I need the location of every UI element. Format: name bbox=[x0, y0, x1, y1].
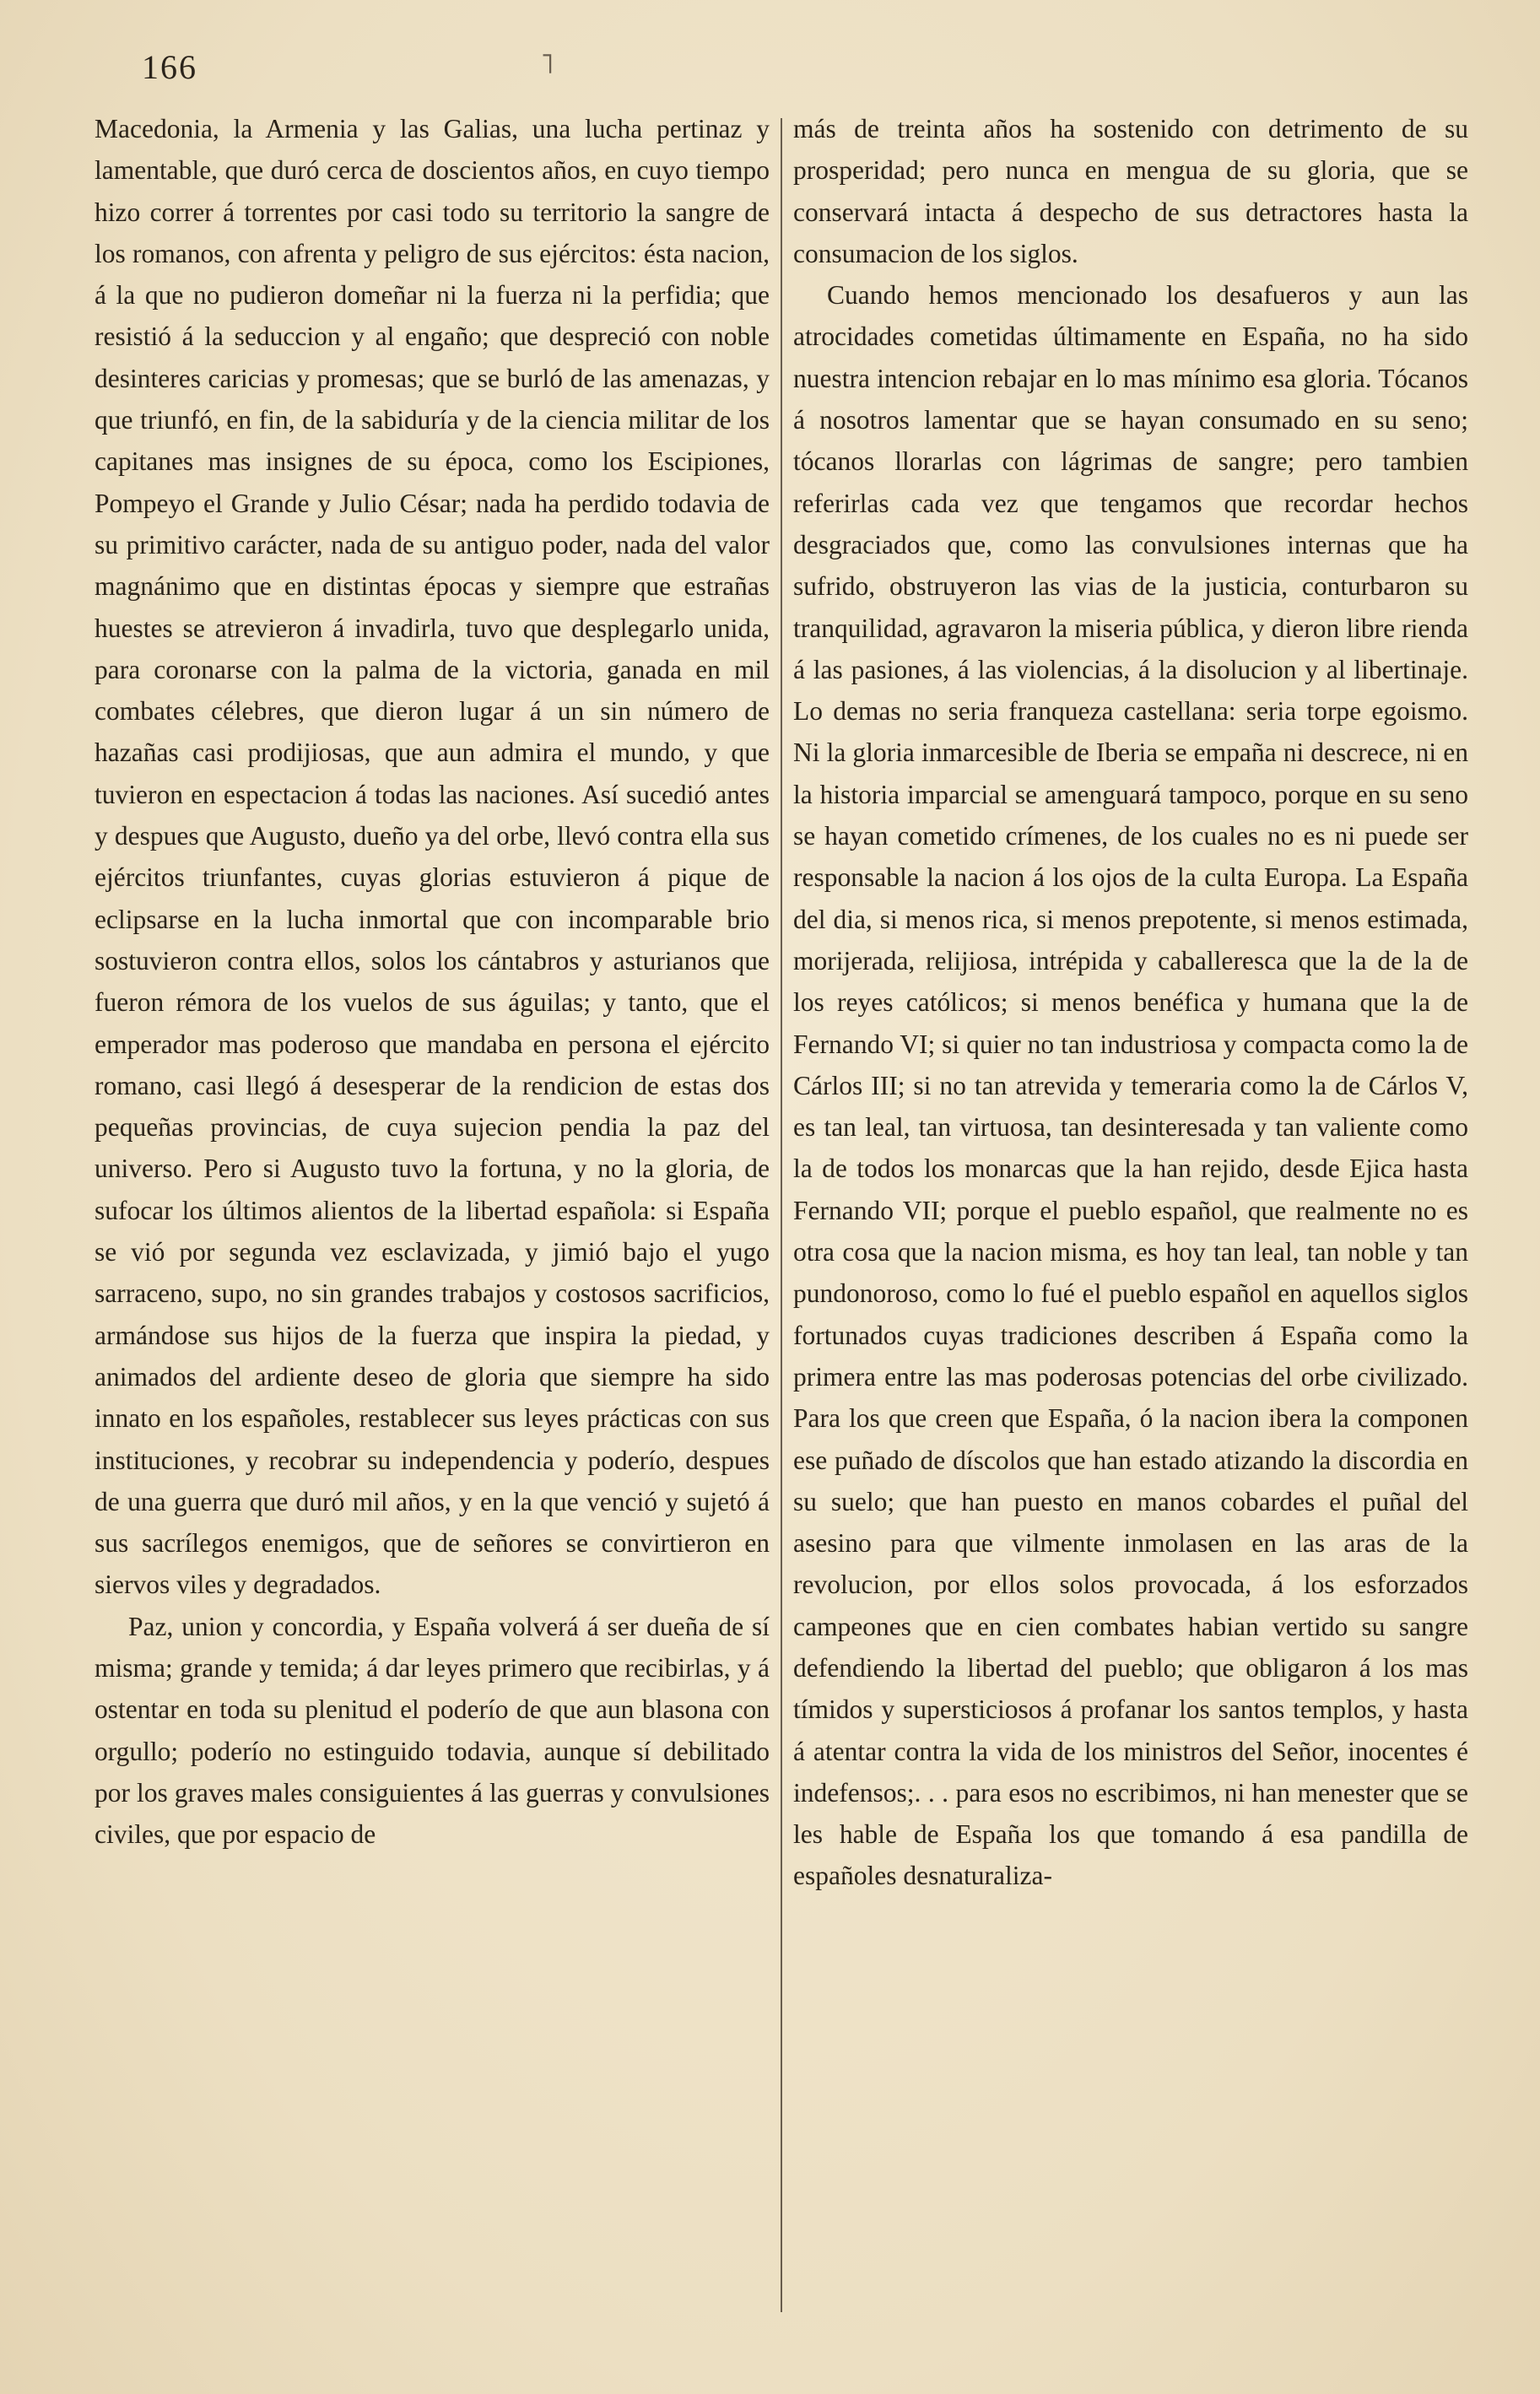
right-column bbox=[793, 108, 1468, 2378]
right-paragraph-2: Cuando hemos mencionado los desafueros y aun las atrocidades cometidas últimamente en España, no ha sido nuestra intencion rebajar en lo mas mínimo esa gloria. Tócanos á nosotros lamentar que se hayan consumado en su seno; tócanos llorarlas con lágrimas de sangre; pero tambien referirlas cada vez que tengamos que recordar hechos desgraciados que, como las convulsiones internas que ha sufrido, obstruyeron las vias de la justicia, conturbaron su tranquilidad, agravaron la miseria pública, y dieron libre rienda á las pasiones, á las violencias, á la disolucion y al libertinaje. Lo demas no seria franqueza castellana: seria torpe egoismo. Ni la gloria inmarcesible de Iberia se empaña ni descrece, ni en la historia imparcial se amenguará tampoco, porque en su seno se hayan cometido crímenes, de los cuales no es ni puede ser responsable la nacion á los ojos de la culta Europa. La España del dia, si menos rica, si menos prepotente, si menos estimada, morijerada, relijiosa, intrépida y caballeresca que la de la de los reyes católicos; si menos benéfica y humana que la de Fernando VI; si quier no tan industriosa y compacta como la de Cárlos III; si no tan atrevida y temeraria como la de Cárlos V, es tan leal, tan virtuosa, tan desinteresada y tan valiente como la de todos los monarcas que la han rejido, desde Ejica hasta Fernando VII; porque el pueblo español, que realmente no es otra cosa que la nacion misma, es hoy tan leal, tan noble y tan pundonoroso, como lo fué el pueblo español en aquellos siglos fortunados cuyas tradiciones describen á España como la primera entre las mas poderosas potencias del orbe civilizado. Para los que creen que España, ó la nacion ibera la componen ese puñado de díscolos que han estado atizando la discordia en su suelo; que han puesto en manos cobardes el puñal del asesino para que vilmente inmolasen en las aras de la revolucion, por ellos solos provocada, á los esforzados campeones que en cien combates habian vertido su sangre defendiendo la libertad del pueblo; que obligaron á los mas tímidos y supersticiosos á profanar los santos templos, y hasta á atentar contra la vida de los ministros del Señor, inocentes é indefensos;. . . para esos no escribimos, ni han menester que se les hable de España los que tomando á esa pandilla de españoles desnaturaliza- bbox=[793, 280, 1468, 1891]
right-paragraph-1: más de treinta años ha sostenido con detrimento de su prosperidad; pero nunca en mengua de su gloria, que se conservará intacta á despecho de sus detractores hasta la consumacion de los siglos. bbox=[793, 114, 1468, 268]
page-number: 166 bbox=[142, 48, 197, 86]
left-paragraph-1: Macedonia, la Armenia y las Galias, una lucha pertinaz y lamentable, que duró cerca de doscientos años, en cuyo tiempo hizo correr á torrentes por casi todo su territorio la sangre de los romanos, con afrenta y peligro de sus ejércitos: ésta nacion, á la que no pudieron domeñar ni la fuerza ni la perfidia; que resistió á la seduccion y al engaño; que despreció con noble desinteres caricias y promesas; que se burló de las amenazas, y que triunfó, en fin, de la sabiduría y de la ciencia militar de los capitanes mas insignes de su época, como los Escipiones, Pompeyo el Grande y Julio César; nada ha perdido todavia de su primitivo carácter, nada de su antiguo poder, nada del valor magnánimo que en distintas épocas y siempre que estrañas huestes se atrevieron á invadirla, tuvo que desplegarlo unida, para coronarse con la palma de la victoria, ganada en mil combates célebres, que dieron lugar á un sin número de hazañas casi prodijiosas, que aun admira el mundo, y que tuvieron en espectacion á todas las naciones. Así sucedió antes y despues que Augusto, dueño ya del orbe, llevó contra ella sus ejércitos triunfantes, cuyas glorias estuvieron á pique de eclipsarse en la lucha inmortal que con incomparable brio sostuvieron contra ellos, solos los cántabros y asturianos que fueron rémora de los vuelos de sus águilas; y tanto, que el emperador mas poderoso que mandaba en persona el ejército romano, casi llegó á desesperar de la rendicion de estas dos pequeñas provincias, de cuya sujecion pendia la paz del universo. Pero si Augusto tuvo la fortuna, y no la gloria, de sufocar los últimos alientos de la libertad española: si España se vió por segunda vez esclavizada, y jimió bajo el yugo sarraceno, supo, no sin grandes trabajos y costosos sacrificios, armándose sus hijos de la fuerza que inspira la piedad, y animados del ardiente deseo de gloria que siempre ha sido innato en los españoles, restablecer sus leyes prácticas con sus instituciones, y recobrar su independencia y poderío, despues de una guerra que duró mil años, y en la que venció y sujetó á sus sacrílegos enemigos, que de señores se convirtieron en siervos viles y degradados. bbox=[95, 114, 770, 1600]
corner-mark: ˥ bbox=[540, 47, 554, 81]
column-divider bbox=[781, 118, 782, 2312]
left-paragraph-2: Paz, union y concordia, y España volverá á ser dueña de sí misma; grande y temida; á dar leyes primero que recibirlas, y á ostentar en toda su plenitud el poderío de que aun blasona con orgullo; poderío no estinguido todavia, aunque sí debilitado por los graves males consiguientes á las guerras y convulsiones civiles, que por espacio de bbox=[95, 1611, 770, 1850]
left-column bbox=[95, 108, 770, 2378]
